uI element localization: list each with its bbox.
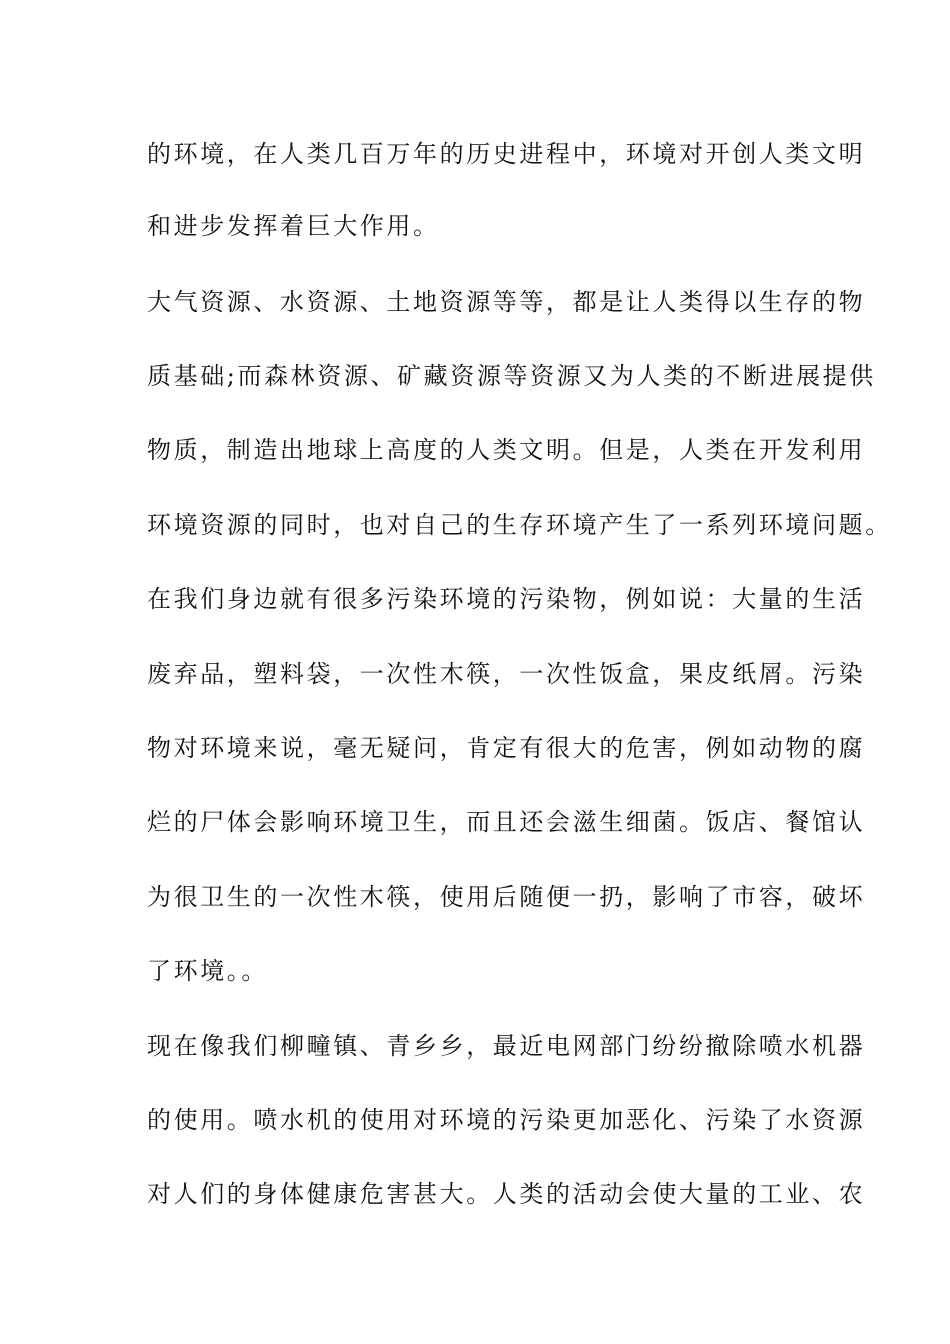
text-line: 现在像我们柳疃镇、青乡乡，最近电网部门纷纷撤除喷水机器 xyxy=(147,1032,866,1060)
text-line: 质基础;而森林资源、矿藏资源等资源又为人类的不断进展提供 xyxy=(147,362,876,390)
text-line: 大气资源、水资源、土地资源等等，都是让人类得以生存的物 xyxy=(147,288,866,316)
text-line: 在我们身边就有很多污染环境的污染物，例如说：大量的生活 xyxy=(147,585,866,613)
text-line: 的使用。喷水机的使用对环境的污染更加恶化、污染了水资源 xyxy=(147,1106,866,1134)
text-line: 和进步发挥着巨大作用。 xyxy=(147,212,440,240)
text-line: 环境资源的同时，也对自己的生存环境产生了一系列环境问题。 xyxy=(147,511,892,539)
text-line: 物对环境来说，毫无疑问，肯定有很大的危害，例如动物的腐 xyxy=(147,734,866,762)
text-line: 对人们的身体健康危害甚大。人类的活动会使大量的工业、农 xyxy=(147,1180,866,1208)
text-line: 废弃品，塑料袋，一次性木筷，一次性饭盒，果皮纸屑。污染 xyxy=(147,660,866,688)
text-line: 为很卫生的一次性木筷，使用后随便一扔，影响了市容，破坏 xyxy=(147,883,866,911)
text-line: 烂的尸体会影响环境卫生，而且还会滋生细菌。饭店、餐馆认 xyxy=(147,808,866,836)
text-line: 了环境。。 xyxy=(147,957,268,985)
text-line: 的环境，在人类几百万年的历史进程中，环境对开创人类文明 xyxy=(147,140,866,168)
text-line: 物质，制造出地球上高度的人类文明。但是，人类在开发利用 xyxy=(147,436,866,464)
